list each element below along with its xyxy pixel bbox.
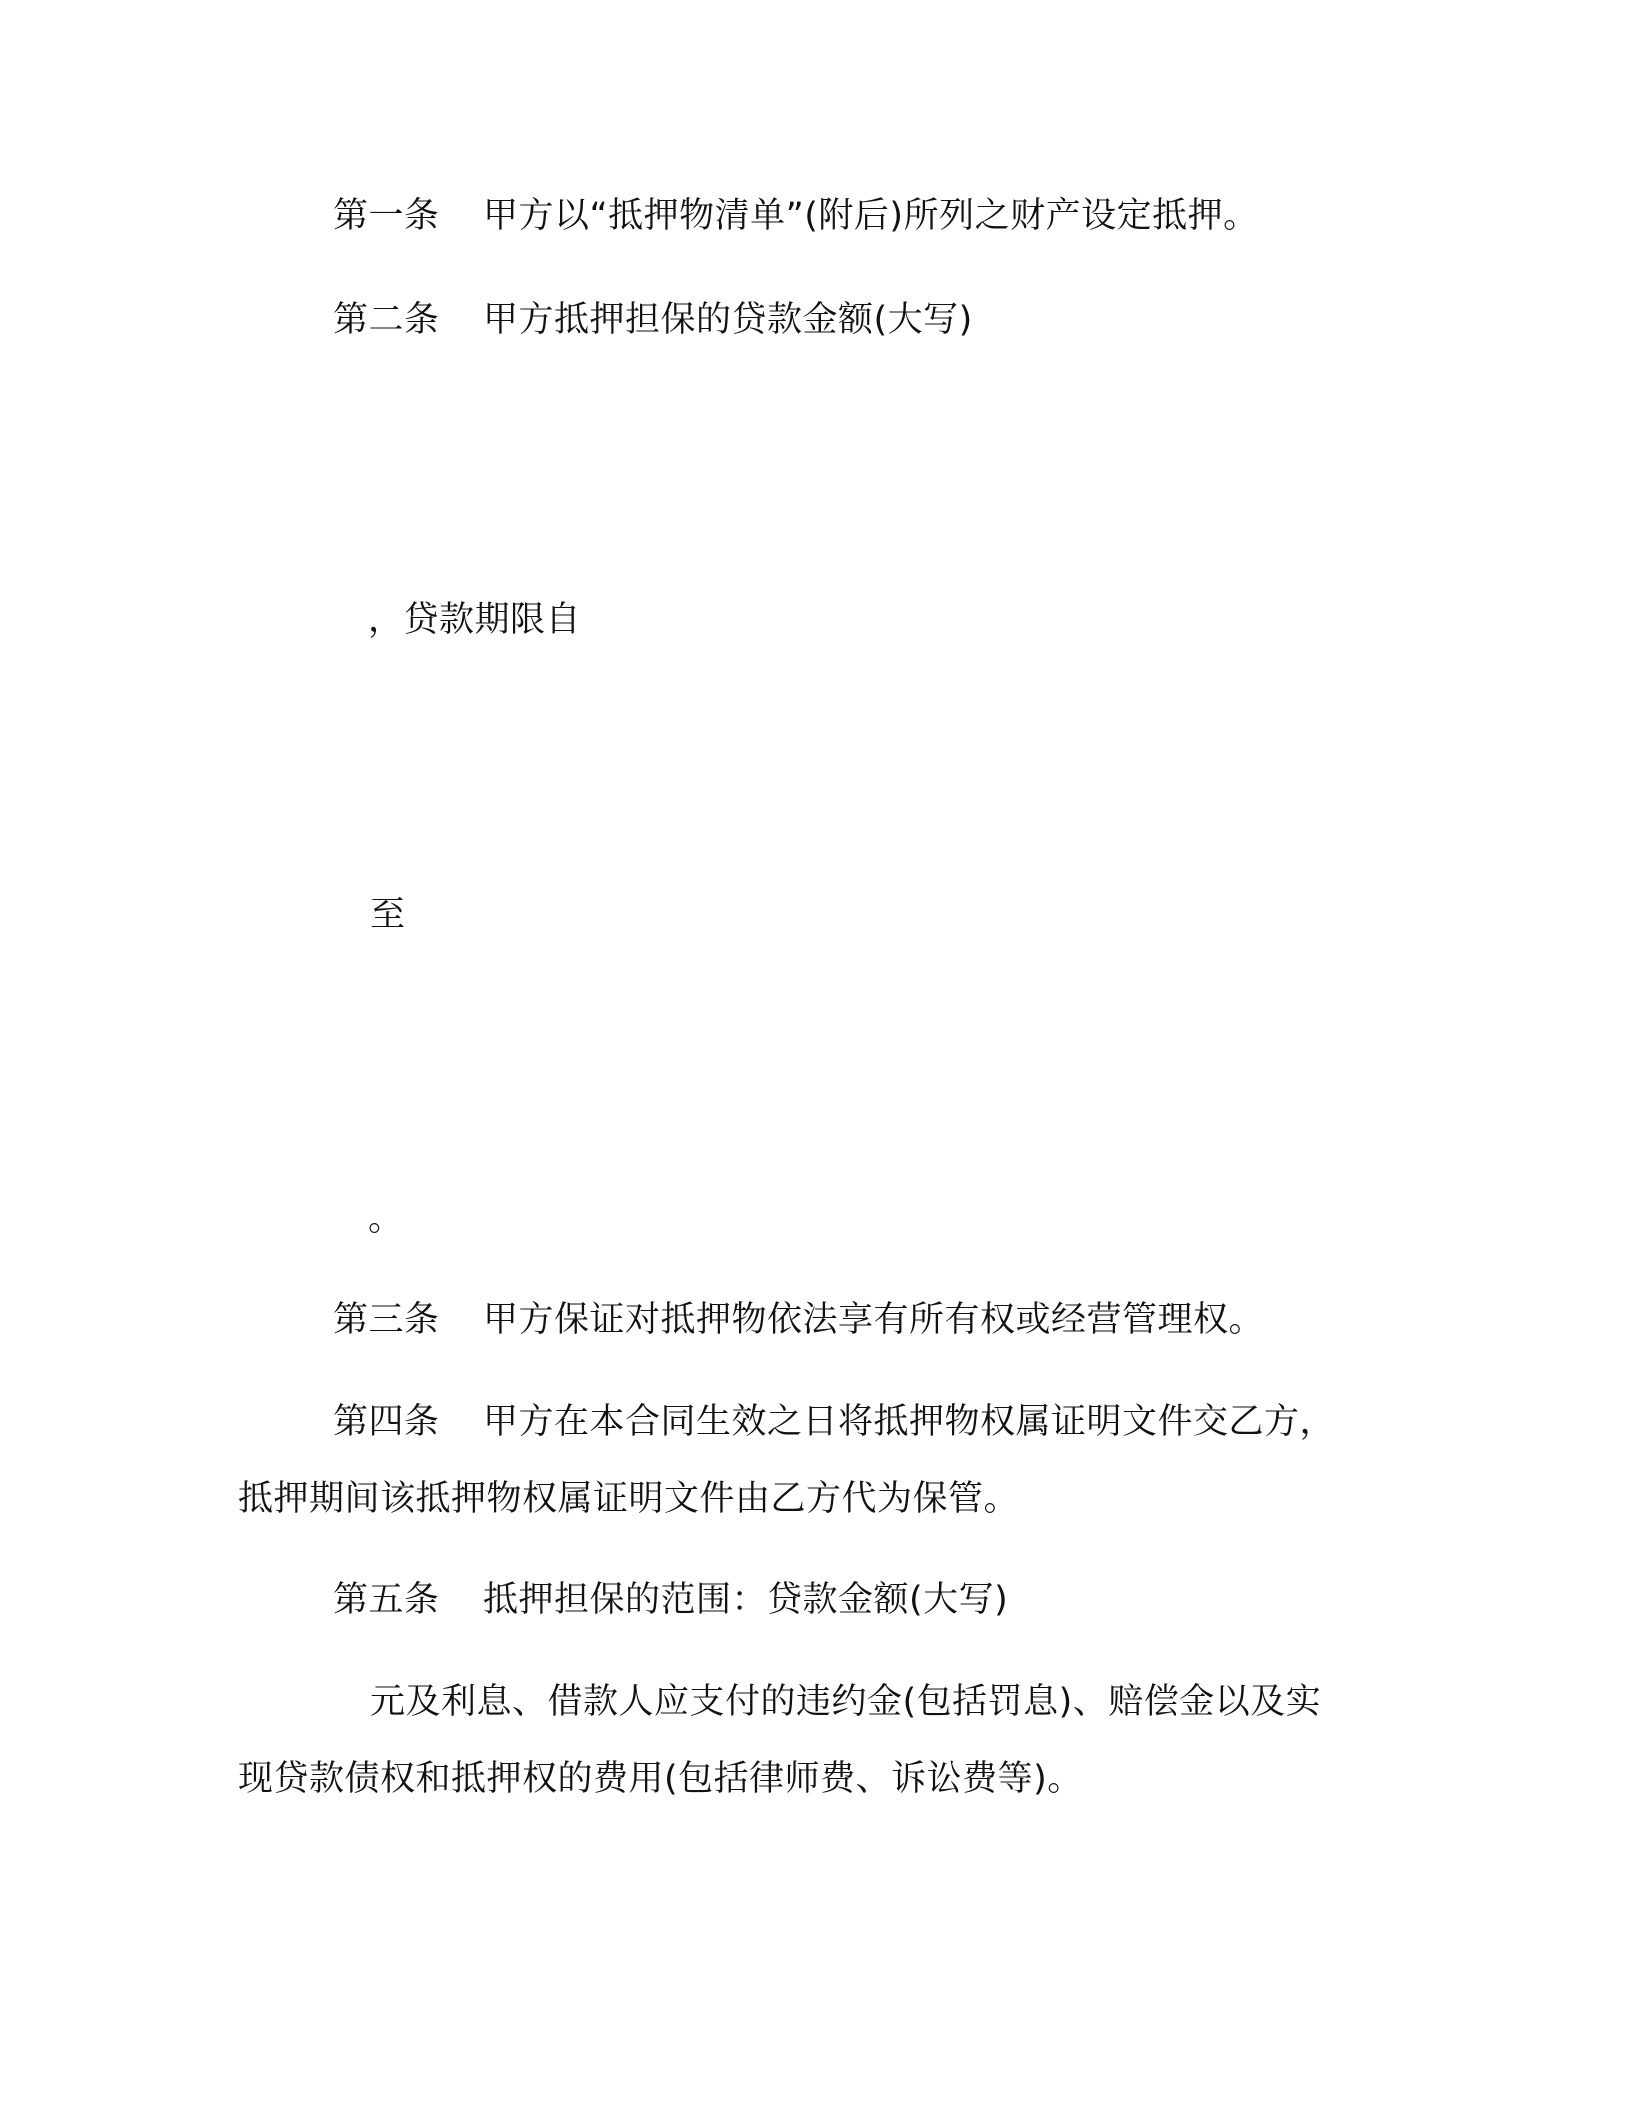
article-3-text: 甲方保证对抵押物依法享有所有权或经营管理权。 [483,1300,1265,1340]
article-2-loan-term: ，贷款期限自 [368,600,582,640]
article-5-text: 抵押担保的范围：贷款金额(大写) [483,1580,1009,1620]
article-5-scope-line-1: 元及利息、借款人应支付的违约金(包括罚息)、赔偿金以及实 [370,1682,1322,1722]
article-5 [333,1578,1008,1622]
article-4-label: 第四条 [333,1402,440,1442]
article-2-text: 甲方抵押担保的贷款金额(大写) [483,300,973,340]
article-2-label: 第二条 [333,300,440,340]
article-2 [333,298,973,342]
article-2-end-mark: 。 [368,1199,404,1239]
article-4 [333,1400,1335,1444]
article-5-label: 第五条 [333,1580,440,1620]
article-5-scope-line-2: 现贷款债权和抵押权的费用(包括律师费、诉讼费等)。 [238,1759,1083,1799]
article-1-text: 甲方以“抵押物清单”(附后)所列之财产设定抵押。 [483,196,1259,236]
article-4-text-line-2: 抵押期间该抵押物权属证明文件由乙方代为保管。 [238,1479,1020,1519]
article-2-to: 至 [370,895,406,935]
article-3-label: 第三条 [333,1300,440,1340]
article-3 [333,1298,1264,1342]
article-1 [333,194,1259,238]
article-4-text-line-1: 甲方在本合同生效之日将抵押物权属证明文件交乙方， [483,1402,1336,1442]
article-1-label: 第一条 [333,196,440,236]
